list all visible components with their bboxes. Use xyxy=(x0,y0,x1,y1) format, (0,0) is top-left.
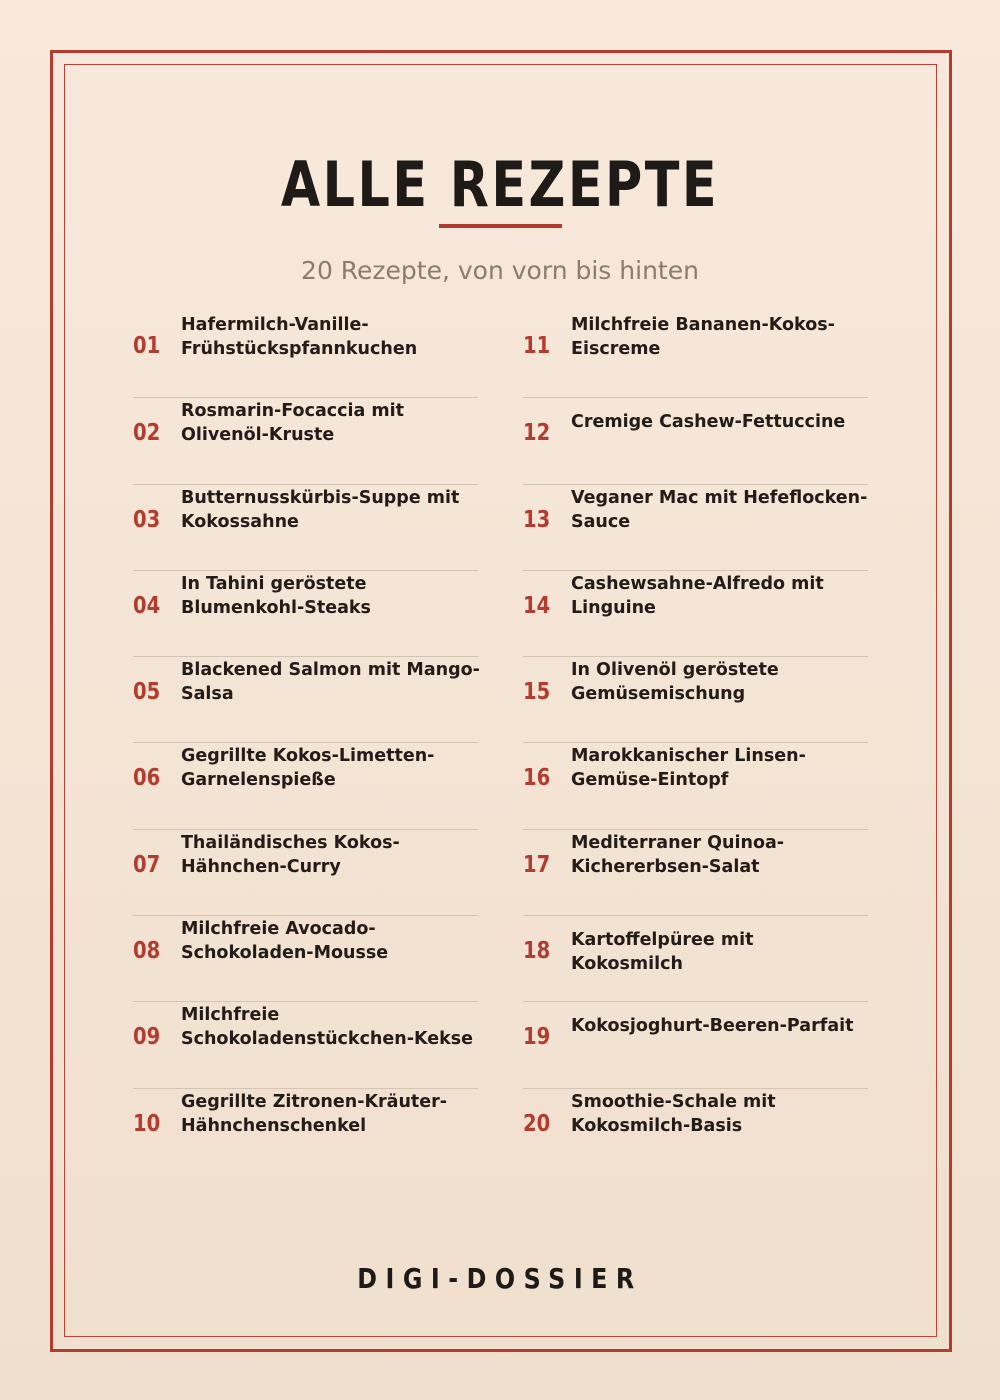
recipe-list-right xyxy=(523,311,868,1174)
recipe-name: Kokosjoghurt-Beeren-Parfait xyxy=(571,1016,854,1037)
recipe-item[interactable] xyxy=(133,570,478,656)
recipe-name: Gegrillte Zitronen-Kräuter-Hähnchenschenkel xyxy=(181,1091,448,1136)
recipe-number: 09 xyxy=(133,1024,161,1051)
recipe-item[interactable] xyxy=(133,1088,478,1174)
recipe-number: 13 xyxy=(523,506,551,533)
recipe-item[interactable] xyxy=(133,656,478,742)
recipe-number: 04 xyxy=(133,592,161,619)
recipe-number: 16 xyxy=(523,765,551,792)
recipe-item[interactable] xyxy=(133,829,478,915)
recipe-list-left xyxy=(133,311,478,1174)
recipe-number: 02 xyxy=(133,420,161,447)
recipe-name: Milchfreie Avocado-Schokoladen-Mousse xyxy=(181,919,389,964)
recipe-name: Cashewsahne-Alfredo mit Linguine xyxy=(571,573,824,618)
recipe-item[interactable] xyxy=(133,484,478,570)
recipe-number: 07 xyxy=(133,851,161,878)
recipe-name: Mediterraner Quinoa-Kichererbsen-Salat xyxy=(571,832,785,877)
recipe-number: 08 xyxy=(133,938,161,965)
recipe-item[interactable] xyxy=(523,1001,868,1087)
recipe-name: Thailändisches Kokos-Hähnchen-Curry xyxy=(181,832,400,877)
recipe-number: 11 xyxy=(523,333,551,359)
recipe-name: Marokkanischer Linsen-Gemüse-Eintopf xyxy=(571,746,806,791)
recipe-item[interactable] xyxy=(133,1001,478,1087)
recipe-name: Milchfreie Bananen-Kokos-Eiscreme xyxy=(571,315,835,359)
recipe-name: Butternusskürbis-Suppe mit Kokossahne xyxy=(181,487,460,532)
recipe-number: 18 xyxy=(523,938,551,965)
recipe-item[interactable] xyxy=(133,397,478,483)
recipe-item[interactable] xyxy=(523,311,868,397)
recipe-item[interactable] xyxy=(523,915,868,1001)
recipe-name: Gegrillte Kokos-Limetten-Garnelenspieße xyxy=(181,746,435,791)
recipe-name: Blackened Salmon mit Mango-Salsa xyxy=(181,660,480,705)
recipe-name: Hafermilch-Vanille-Frühstückspfannkuchen xyxy=(181,315,418,359)
recipe-item[interactable] xyxy=(523,570,868,656)
recipe-item[interactable] xyxy=(133,915,478,1001)
recipe-number: 05 xyxy=(133,679,161,706)
recipe-name: In Olivenöl geröstete Gemüsemischung xyxy=(571,660,779,705)
recipe-name: Cremige Cashew-Fettuccine xyxy=(571,412,846,433)
recipe-number: 17 xyxy=(523,851,551,878)
recipe-item[interactable] xyxy=(523,656,868,742)
recipe-item[interactable] xyxy=(523,397,868,483)
page-subtitle: 20 Rezepte, von vorn bis hinten xyxy=(301,256,699,285)
recipe-name: In Tahini geröstete Blumenkohl-Steaks xyxy=(181,573,371,618)
recipe-number: 12 xyxy=(523,420,551,447)
recipe-name: Kartoffelpüree mit Kokosmilch xyxy=(571,930,754,975)
recipe-item[interactable] xyxy=(523,1088,868,1174)
recipe-name: Veganer Mac mit Hefeflocken-Sauce xyxy=(571,487,868,532)
recipe-item[interactable] xyxy=(523,484,868,570)
recipe-item[interactable] xyxy=(523,742,868,828)
recipe-number: 10 xyxy=(133,1110,161,1137)
recipe-number: 15 xyxy=(523,679,551,706)
recipe-number: 03 xyxy=(133,506,161,533)
title-underline xyxy=(439,224,562,228)
page-title: ALLE REZEPTE xyxy=(280,148,720,221)
recipe-number: 19 xyxy=(523,1024,551,1051)
brand-footer: DIGI-DOSSIER xyxy=(357,1262,643,1295)
recipe-name: Rosmarin-Focaccia mit Olivenöl-Kruste xyxy=(181,401,405,446)
recipe-number: 14 xyxy=(523,592,551,619)
recipe-name: Milchfreie Schokoladenstückchen-Kekse xyxy=(181,1005,474,1050)
recipe-number: 20 xyxy=(523,1110,551,1137)
recipe-number: 06 xyxy=(133,765,161,792)
recipe-item[interactable] xyxy=(523,829,868,915)
recipe-item[interactable] xyxy=(133,742,478,828)
recipe-number: 01 xyxy=(133,333,161,359)
recipe-name: Smoothie-Schale mit Kokosmilch-Basis xyxy=(571,1091,776,1136)
recipe-item[interactable] xyxy=(133,311,478,397)
